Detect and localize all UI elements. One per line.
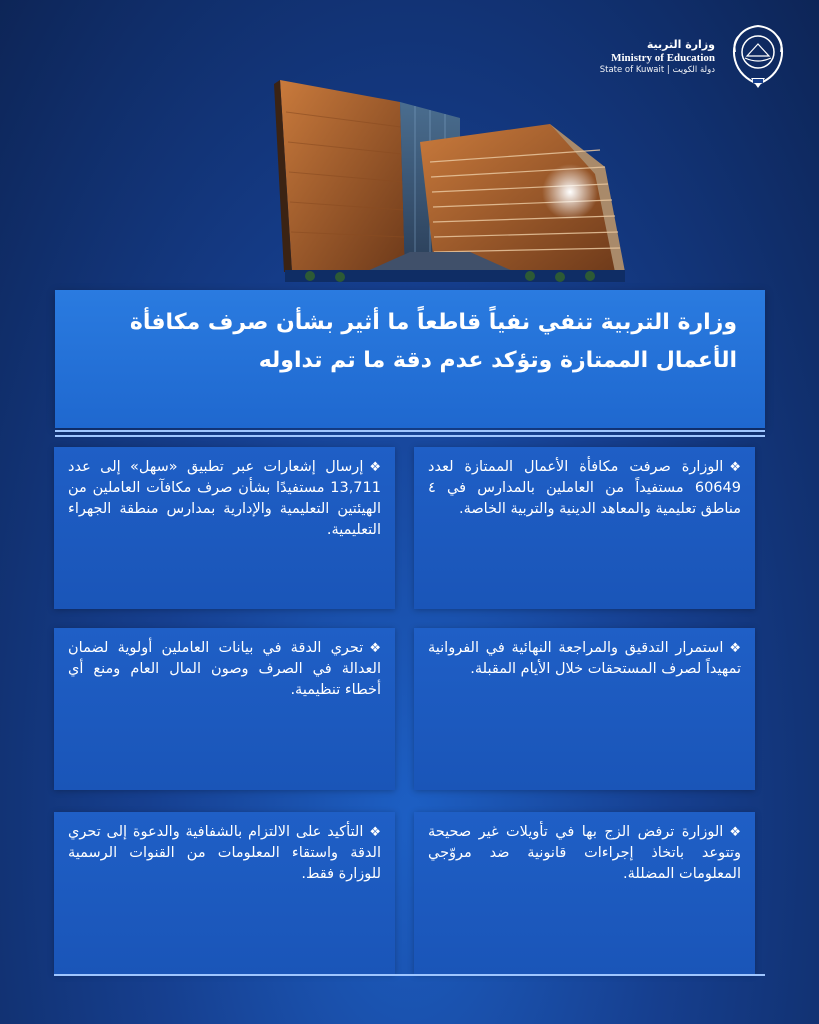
card-text: التأكيد على الالتزام بالشفافية والدعوة إلى تحري الدقة واستقاء المعلومات من القنوات الرسمية للوزارة فقط. (68, 824, 381, 882)
diamond-bullet-icon: ❖ (729, 825, 741, 840)
logo-english-name: Ministry of Education (611, 51, 715, 64)
logo-state: State of Kuwait | دولة الكويت (599, 65, 715, 76)
info-card (54, 812, 395, 974)
info-card (414, 812, 755, 974)
bottom-divider-line (54, 974, 765, 976)
headline-box (55, 290, 765, 428)
diamond-bullet-icon: ❖ (369, 641, 381, 656)
diamond-bullet-icon: ❖ (369, 825, 381, 840)
kuwait-emblem-icon (725, 22, 791, 92)
card-text: استمرار التدقيق والمراجعة النهائية في الفروانية تمهيداً لصرف المستحقات خلال الأيام المقبلة. (428, 640, 741, 677)
divider-line (55, 435, 765, 437)
divider-line (55, 430, 765, 432)
card-text: إرسال إشعارات عبر تطبيق «سهل» إلى عدد 13,711 مستفيدًا بشأن صرف مكافآت العاملين من الهيئتين التعليمية والإدارية بمدارس منطقة الجهراء التعليمية. (68, 459, 381, 538)
logo-state-ar: دولة الكويت (672, 65, 715, 76)
logo-arabic-name: وزارة التربية (646, 37, 715, 51)
logo-text (600, 38, 715, 76)
diamond-bullet-icon: ❖ (729, 460, 741, 475)
info-card (414, 447, 755, 609)
info-card (414, 628, 755, 790)
card-text: الوزارة ترفض الزج بها في تأويلات غير صحيحة وتتوعد باتخاذ إجراءات قانونية ضد مروّجي المعلومات المضللة. (428, 824, 741, 882)
headline: وزارة التربية تنفي نفياً قاطعاً ما أثير بشأن صرف مكافأة الأعمال الممتازة وتؤكد عدم دقة ما تم تداوله (129, 310, 737, 373)
card-text: تحري الدقة في بيانات العاملين أولوية لضمان العدالة في الصرف وصون المال العام ومنع أي أخطاء تنظيمية. (68, 640, 381, 698)
ministry-building-image (270, 72, 635, 287)
info-card (54, 447, 395, 609)
diamond-bullet-icon: ❖ (729, 641, 741, 656)
card-text: الوزارة صرفت مكافأة الأعمال الممتازة لعدد 60649 مستفيداً من العاملين بالمدارس في ٤ مناطق تعليمية والمعاهد الدينية والتربية الخاصة. (428, 459, 741, 517)
info-card (54, 628, 395, 790)
logo-state-en: State of Kuwait (599, 65, 665, 76)
diamond-bullet-icon: ❖ (369, 460, 381, 475)
